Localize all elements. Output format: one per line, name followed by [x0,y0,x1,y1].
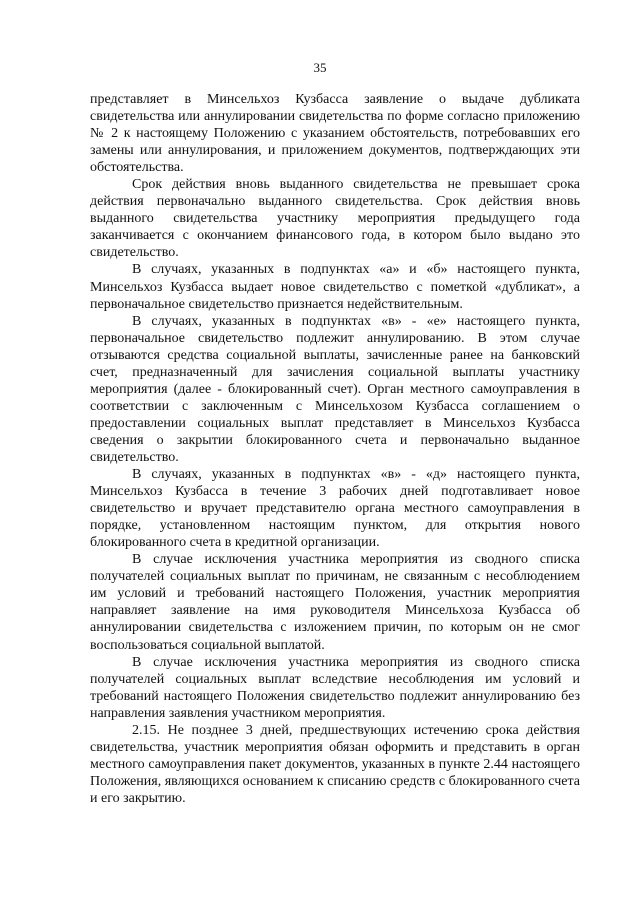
paragraph-validity-period: Срок действия вновь выданного свидетельства не превышает срока действия первоначально выданного свидетельства. Срок действия вновь выданного свидетельства участнику мероприятия предыдущего года заканчивается с окончанием финансового года, в котором было выдано это свидетельство. [90,177,580,261]
paragraph-new-certificate: В случаях, указанных в подпунктах «в» - «д» настоящего пункта, Минсельхоз Кузбасса в течение 3 рабочих дней подготавливает новое свидетельство и вручает представителю органа местного самоуправления в порядке, установленном настоящим пунктом, для открытия нового блокированного счета в кредитной организации. [90,467,580,551]
paragraph-exclusion-noncompliance: В случае исключения участника мероприятия из сводного списка получателей социальных выплат вследствие несоблюдения им условий и требований настоящего Положения свидетельство подлежит аннулированию без направления заявления участником мероприятия. [90,654,580,721]
paragraph-annulment: В случаях, указанных в подпунктах «в» - «е» настоящего пункта, первоначальное свидетельство подлежит аннулированию. В этом случае отзываются средства социальной выплаты, зачисленные ранее на банковский счет, предназначенный для зачисления социальной выплаты участнику мероприятия (далее - блокированный счет). Орган местного самоуправления в соответствии с заключенным с Минсельхозом Кузбасса соглашением о предоставлении социальных выплат представляет в Минсельхоз Кузбасса сведения о закрытии блокированного счета и первоначально выданное свидетельство. [90,313,580,465]
paragraph-continuation: представляет в Минсельхоз Кузбасса заявление о выдаче дубликата свидетельства или аннулировании свидетельства по форме согласно приложению № 2 к настоящему Положению с указанием обстоятельств, потребовавших его замены или аннулирования, и приложением документов, подтверждающих эти обстоятельства. [90,92,580,176]
document-body [90,91,580,807]
paragraph-2-15: 2.15. Не позднее 3 дней, предшествующих истечению срока действия свидетельства, участник мероприятия обязан оформить и представить в орган местного самоуправления пакет документов, указанных в пункте 2.44 настоящего Положения, являющихся основанием к списанию средств с блокированного счета и его закрытию. [90,722,580,806]
paragraph-duplicate-issue: В случаях, указанных в подпунктах «а» и «б» настоящего пункта, Минсельхоз Кузбасса выдает новое свидетельство с пометкой «дубликат», а первоначальное свидетельство признается недействительным. [90,262,580,312]
paragraph-exclusion-other-reasons: В случае исключения участника мероприятия из сводного списка получателей социальных выплат по причинам, не связанным с несоблюдением им условий и требований настоящего Положения, участник мероприятия направляет заявление на имя руководителя Минсельхоза Кузбасса об аннулировании свидетельства с изложением причин, по которым он не смог воспользоваться социальной выплатой. [90,552,580,653]
page-number: 35 [313,60,327,75]
